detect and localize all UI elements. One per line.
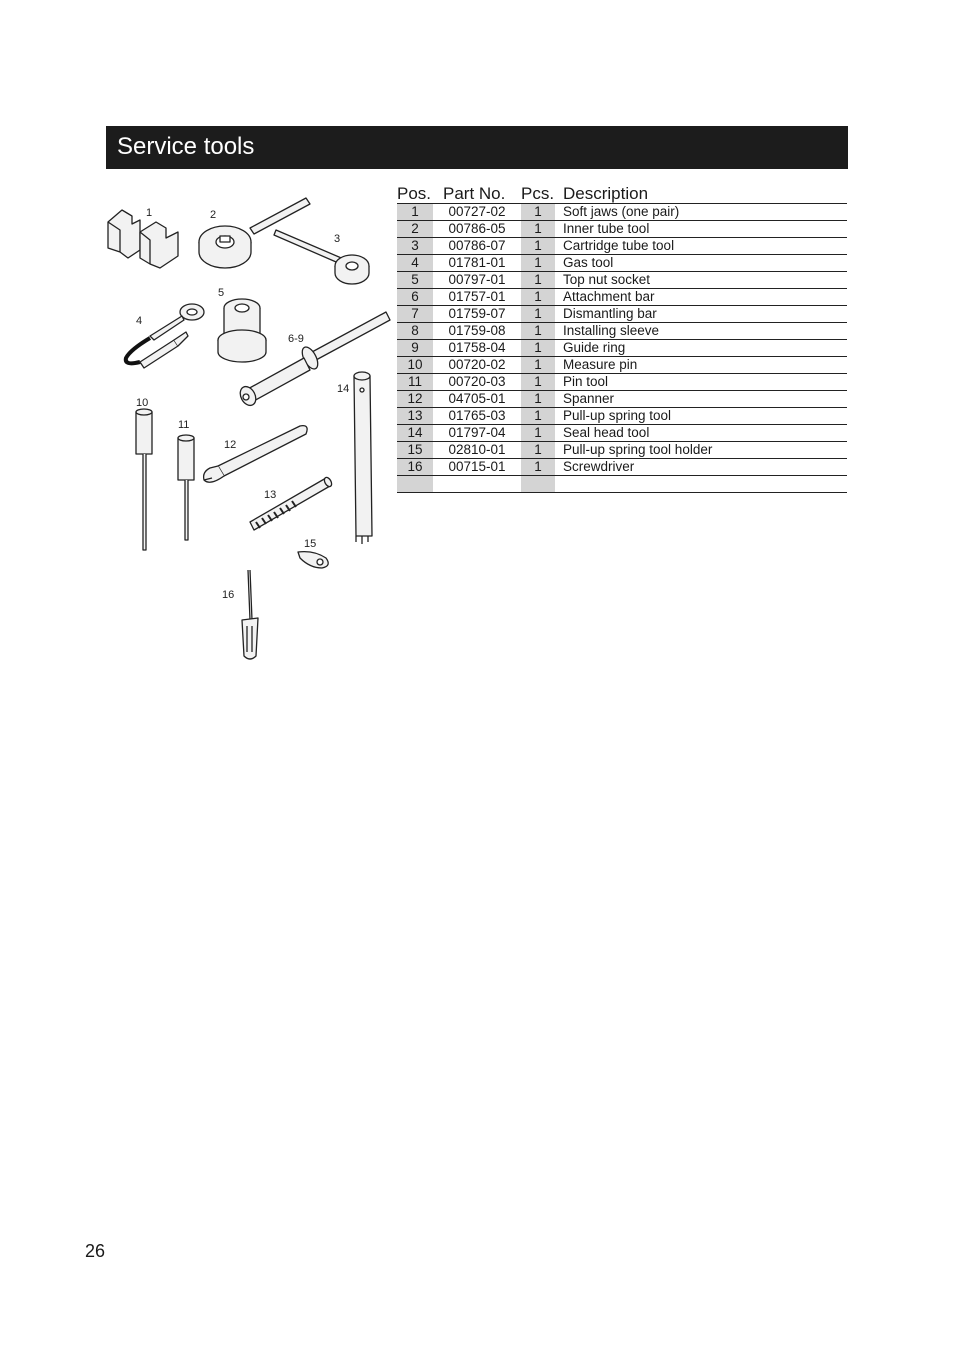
callout-label: 1 [146,207,153,219]
pcs-cell: 1 [521,442,555,459]
column-header-part-no: Part No. [433,184,521,204]
table-header-row [397,184,847,204]
pcs-cell: 1 [521,357,555,374]
table-row [397,306,847,323]
callout-label: 14 [337,383,350,395]
part-no-cell: 01757-01 [433,289,521,306]
callout-label: 2 [210,209,217,221]
empty-cell [397,476,433,493]
callout-label: 16 [222,589,235,601]
description-cell: Gas tool [555,255,847,272]
empty-cell [433,476,521,493]
pcs-cell: 1 [521,459,555,476]
description-cell: Pin tool [555,374,847,391]
part-no-cell: 01797-04 [433,425,521,442]
callout-label: 12 [224,439,237,451]
callout-label: 11 [178,419,190,431]
screwdriver-drawing [242,570,258,659]
callout-label: 6-9 [288,333,304,345]
pcs-cell: 1 [521,374,555,391]
pos-cell: 15 [397,442,433,459]
callout-label: 4 [136,315,143,327]
table-row [397,238,847,255]
table-row [397,204,847,221]
column-header-description: Description [555,184,847,204]
part-no-cell: 00786-05 [433,221,521,238]
gas-tool-drawing [126,304,204,368]
table-row [397,272,847,289]
part-no-cell: 01758-04 [433,340,521,357]
table-row [397,289,847,306]
pos-cell: 7 [397,306,433,323]
description-cell: Screwdriver [555,459,847,476]
callout-label: 3 [334,233,341,245]
table-row [397,374,847,391]
pos-cell: 14 [397,425,433,442]
pcs-cell: 1 [521,238,555,255]
description-cell: Pull-up spring tool [555,408,847,425]
pcs-cell: 1 [521,204,555,221]
pos-cell: 9 [397,340,433,357]
seal-head-tool-drawing [354,372,372,544]
table-row [397,221,847,238]
pos-cell: 2 [397,221,433,238]
pcs-cell: 1 [521,425,555,442]
pos-cell: 11 [397,374,433,391]
pcs-cell: 1 [521,323,555,340]
pcs-cell: 1 [521,340,555,357]
description-cell: Pull-up spring tool holder [555,442,847,459]
description-cell: Dismantling bar [555,306,847,323]
page-title: Service tools [117,133,255,160]
part-no-cell: 00715-01 [433,459,521,476]
column-header-pcs: Pcs. [521,184,555,203]
part-no-cell: 00720-02 [433,357,521,374]
pin-tool-drawing [178,435,194,540]
table-row [397,391,847,408]
part-no-cell: 02810-01 [433,442,521,459]
pcs-cell: 1 [521,272,555,289]
pcs-cell: 1 [521,408,555,425]
table-row [397,408,847,425]
table-row [397,323,847,340]
measure-pin-drawing [136,409,152,550]
description-cell: Attachment bar [555,289,847,306]
pcs-cell: 1 [521,221,555,238]
description-cell: Installing sleeve [555,323,847,340]
empty-cell [555,476,847,493]
spring-tool-holder-drawing [298,552,328,568]
pcs-cell: 1 [521,306,555,323]
pcs-cell: 1 [521,391,555,408]
part-no-cell: 01759-07 [433,306,521,323]
cartridge-tube-tool-drawing [274,230,369,284]
section-header [106,126,848,169]
pos-cell: 12 [397,391,433,408]
pos-cell: 13 [397,408,433,425]
top-nut-socket-drawing [218,299,266,362]
table-row [397,340,847,357]
description-cell: Seal head tool [555,425,847,442]
table-row [397,442,847,459]
description-cell: Measure pin [555,357,847,374]
pos-cell: 1 [397,204,433,221]
part-no-cell: 00797-01 [433,272,521,289]
pos-cell: 5 [397,272,433,289]
callout-label: 10 [136,397,149,409]
table-row [397,425,847,442]
pos-cell: 16 [397,459,433,476]
part-no-cell: 00727-02 [433,204,521,221]
table-row [397,459,847,476]
callout-label: 5 [218,287,225,299]
part-no-cell: 04705-01 [433,391,521,408]
part-no-cell: 01781-01 [433,255,521,272]
pos-cell: 6 [397,289,433,306]
description-cell: Top nut socket [555,272,847,289]
table-row [397,357,847,374]
description-cell: Cartridge tube tool [555,238,847,255]
pull-up-spring-tool-drawing [250,476,333,530]
part-no-cell: 00786-07 [433,238,521,255]
pcs-cell: 1 [521,255,555,272]
parts-table [397,184,847,493]
page-number: 26 [85,1241,106,1261]
description-cell: Spanner [555,391,847,408]
pos-cell: 10 [397,357,433,374]
part-no-cell: 00720-03 [433,374,521,391]
part-no-cell: 01759-08 [433,323,521,340]
pos-cell: 3 [397,238,433,255]
spanner-drawing [204,426,308,483]
table-row [397,255,847,272]
description-cell: Soft jaws (one pair) [555,204,847,221]
empty-cell [521,476,555,493]
pos-cell: 8 [397,323,433,340]
part-no-cell: 01765-03 [433,408,521,425]
service-tools-illustration [100,190,400,670]
description-cell: Inner tube tool [555,221,847,238]
description-cell: Guide ring [555,340,847,357]
callout-label: 15 [304,538,317,550]
column-header-pos: Pos. [397,184,432,203]
table-row-empty [397,476,847,493]
callout-label: 13 [264,489,277,501]
soft-jaws-drawing [108,210,178,268]
pcs-cell: 1 [521,289,555,306]
pos-cell: 4 [397,255,433,272]
